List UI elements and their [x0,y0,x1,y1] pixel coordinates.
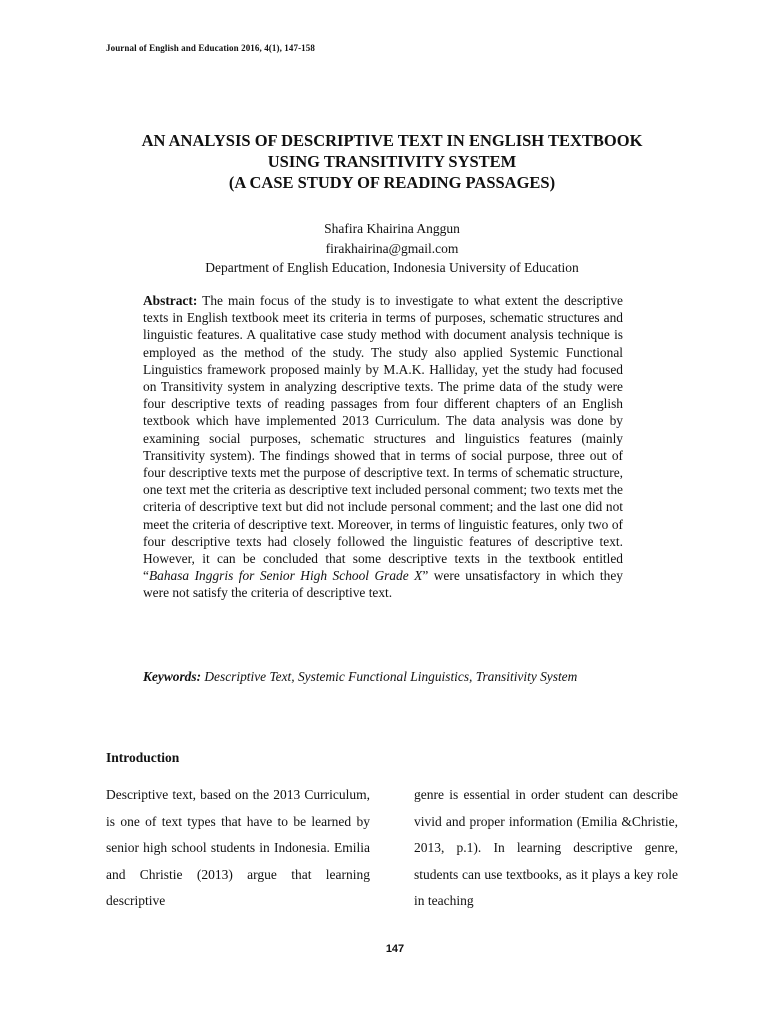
introduction-left-column: Descriptive text, based on the 2013 Curriculum, is one of text types that have to be learned by senior high school students in Indonesia. Emilia and Christie (2013) argue that learning descriptive [106,787,370,909]
abstract-text: The main focus of the study is to investigate to what extent the descriptive texts in English textbook meet its criteria in terms of purposes, schematic structures and linguistic features. A qualitative case study method with document analysis technique is employed as the method of the study. The study also applied Systemic Functional Linguistics framework proposed mainly by M.A.K. Halliday, yet the study had focused on Transitivity system in analyzing descriptive texts. The prime data of the study were four descriptive texts of reading passages from four different chapters of an English textbook which have implemented 2013 Curriculum. The data analysis was done by examining social purposes, schematic structures and linguistics features (mainly Transitivity system). The findings showed that in terms of social purpose, three out of four descriptive texts met the purpose of descriptive text. In terms of schematic structure, one text met the criteria as descriptive text included personal comment; two texts met the criteria of descriptive text but did not include personal comment; and the last one did not meet the criteria of descriptive text. Moreover, in terms of linguistic features, only two of four descriptive texts had closely followed the linguistic features of descriptive text. However, it can be concluded that some descriptive texts in the textbook entitled “ [143,293,623,584]
paper-title [80,130,704,193]
keywords-label: Keywords: [143,669,202,684]
keywords-text: Descriptive Text, Systemic Functional Linguistics, Transitivity System [201,669,578,684]
textbook-title: Bahasa Inggris for Senior High School Grade X [148,568,423,584]
abstract [143,292,623,602]
introduction-heading: Introduction [106,750,180,765]
author-affiliation: Department of English Education, Indonesia University of Education [205,260,579,275]
abstract-text-end: ” were unsatisfactory in which they were not satisfy the criteria of descriptive text. [143,568,623,601]
abstract-label: Abstract: [143,293,198,308]
author-name: Shafira Khairina Anggun [324,221,460,236]
page-number: 147 [385,943,405,955]
title-line-1: AN ANALYSIS OF DESCRIPTIVE TEXT IN ENGLISH TEXTBOOK [141,131,643,150]
author-block [80,219,704,278]
title-line-3: (A CASE STUDY OF READING PASSAGES) [228,173,556,192]
keywords [143,667,623,687]
title-line-2: USING TRANSITIVITY SYSTEM [267,152,517,171]
introduction-right-column: genre is essential in order student can describe vivid and proper information (Emilia &Christie, 2013, p.1). In learning descriptive genre, students can use textbooks, as it plays a key role in teaching [414,787,678,909]
journal-header: Journal of English and Education 2016, 4(1), 147-158 [106,43,315,53]
author-email: firakhairina@gmail.com [325,240,459,256]
